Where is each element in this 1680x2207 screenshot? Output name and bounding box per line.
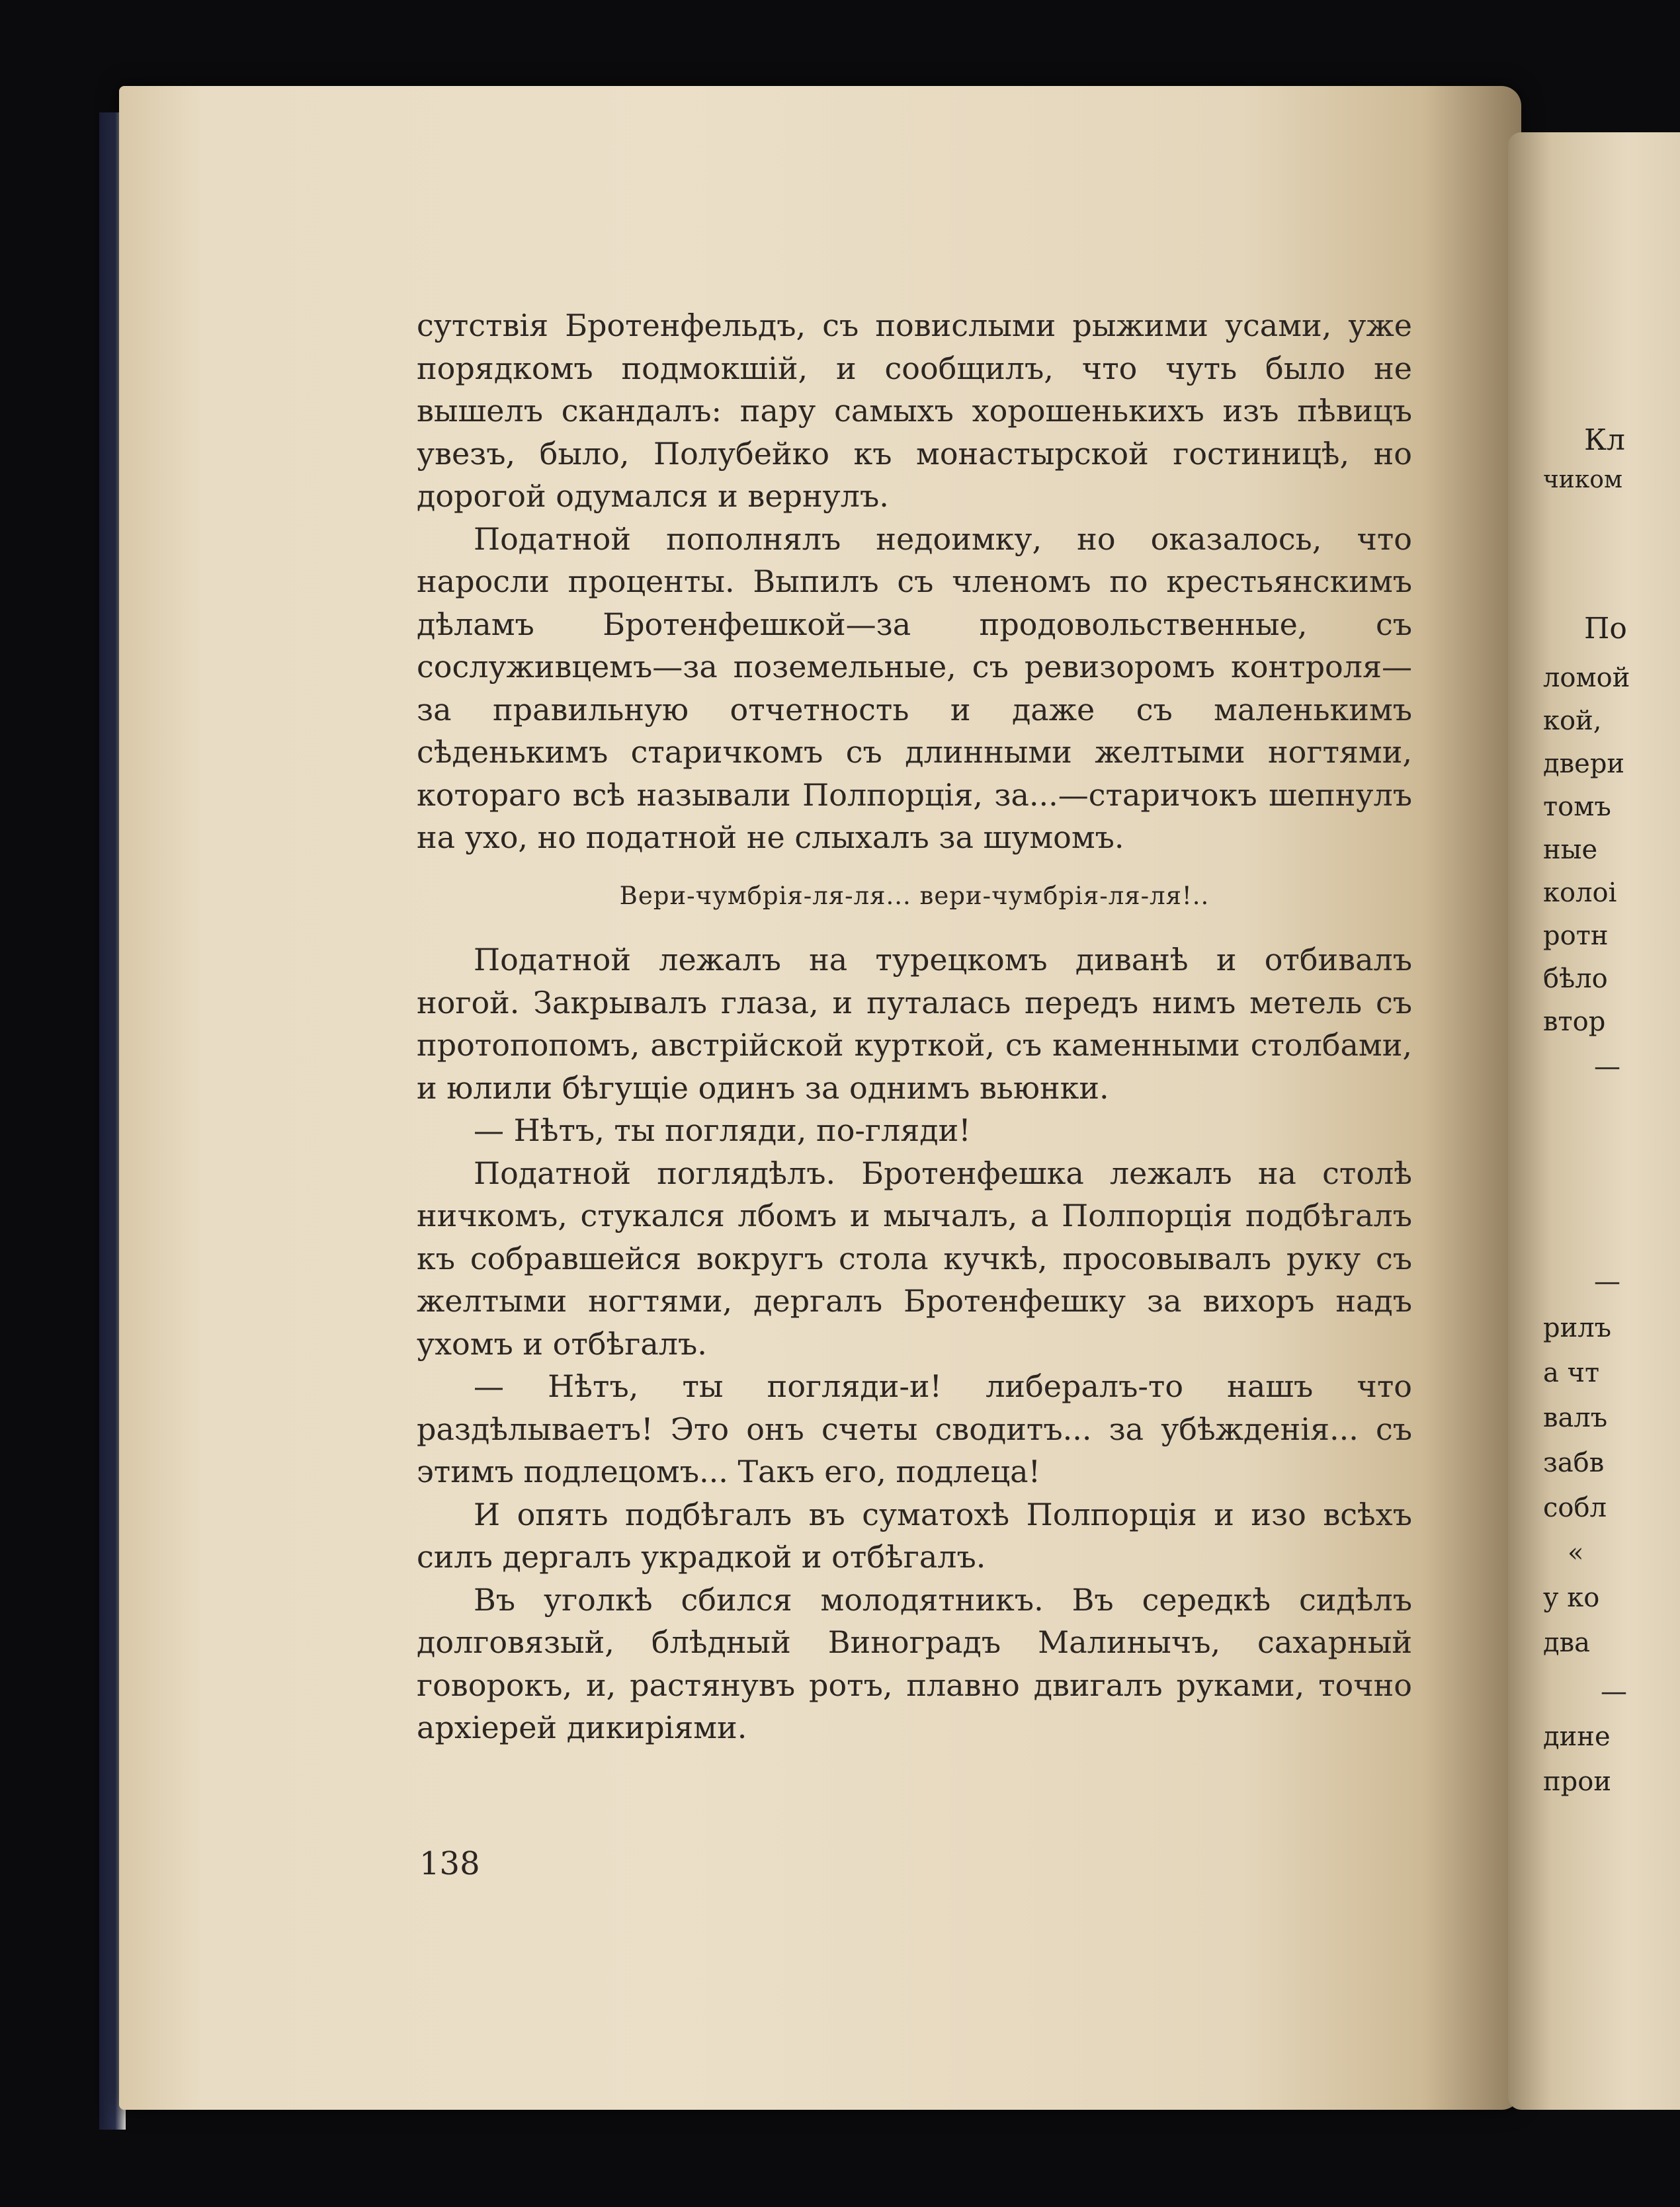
paragraph: Податной лежалъ на турецкомъ диванѣ и отбивалъ ногой. Закрывалъ глаза, и путалась передъ нимъ метель съ протопопомъ, австрійской курткой, съ каменными столбами, и юлили бѣгущіе одинъ за однимъ вьюнки. bbox=[417, 942, 1412, 1106]
paragraph: Въ уголкѣ сбился молодятникъ. Въ середкѣ сидѣлъ долговязый, блѣдный Виноградъ Малинычъ, сахарный говорокъ, и, растянувъ ротъ, плавно двигалъ руками, точно архіерей дикиріями. bbox=[417, 1581, 1412, 1745]
paragraph: Податной поглядѣлъ. Бротенфешка лежалъ на столѣ ничкомъ, стукался лбомъ и мычалъ, а Полпорція подбѣгалъ къ собравшейся вокругъ стола кучкѣ, просовывалъ руку съ желтыми ногтями, дергалъ Бротенфешку за вихоръ надъ ухомъ и отбѣгалъ. bbox=[417, 1155, 1412, 1362]
paragraph: — Нѣтъ, ты погляди, по-гляди! bbox=[474, 1112, 971, 1148]
facing-page-fragment: валъ bbox=[1543, 1403, 1608, 1433]
facing-page-fragment: — bbox=[1594, 1052, 1620, 1082]
facing-page-fragment: рилъ bbox=[1543, 1313, 1612, 1343]
facing-page-fragment: ные bbox=[1543, 835, 1598, 865]
facing-page-fragment: двери bbox=[1543, 749, 1625, 779]
paragraph: — Нѣтъ, ты погляди-и! либералъ-то нашъ что раздѣлываетъ! Это онъ счеты сводитъ... за убѣжденія... съ этимъ подлецомъ... Такъ его, подлеца! bbox=[417, 1368, 1412, 1489]
facing-page-fragment: дине bbox=[1543, 1722, 1611, 1752]
facing-page-fragment: втор bbox=[1543, 1007, 1606, 1037]
facing-page-fragment: — bbox=[1594, 1267, 1620, 1297]
facing-page-fragment: Кл bbox=[1584, 423, 1626, 457]
page-text bbox=[417, 304, 1412, 1749]
paragraph: сутствія Бротенфельдъ, съ повислыми рыжими усами, уже порядкомъ подмокшій, и сообщилъ, что чуть было не вышелъ скандалъ: пару самыхъ хорошенькихъ изъ пѣвицъ увезъ, было, Полубейко къ монастырской гостиницѣ, но дорогой одумался и вернулъ. bbox=[417, 308, 1412, 514]
facing-page-fragment: забв bbox=[1543, 1448, 1605, 1478]
facing-page-fragment: томъ bbox=[1543, 792, 1611, 822]
facing-page-fragment: два bbox=[1543, 1628, 1590, 1658]
verse-line: Вери-чумбрія-ля-ля... вери-чумбрія-ля-ля!.. bbox=[619, 881, 1210, 910]
facing-page-fragment: ротн bbox=[1543, 921, 1609, 951]
facing-page-fragment: а чт bbox=[1543, 1358, 1600, 1388]
facing-page-fragment: бѣло bbox=[1543, 964, 1608, 994]
facing-page-fragment: колоі bbox=[1543, 878, 1617, 908]
facing-page-fragment: чиком bbox=[1543, 466, 1622, 493]
facing-page-fragment: « bbox=[1568, 1538, 1584, 1568]
paragraph: Податной пополнялъ недоимку, но оказалось, что наросли проценты. Выпилъ съ членомъ по крестьянскимъ дѣламъ Бротенфешкой—за продовольственные, съ сослуживцемъ—за поземельные, съ ревизоромъ контроля—за правильную отчетность и даже съ маленькимъ сѣденькимъ старичкомъ съ длинными желтыми ногтями, котораго всѣ называли Полпорція, за...—старичокъ шепнулъ на ухо, но податной не слыхалъ за шумомъ. bbox=[417, 521, 1412, 855]
facing-page-fragment: у ко bbox=[1543, 1583, 1600, 1613]
paragraph: И опять подбѣгалъ въ суматохѣ Полпорція и изо всѣхъ силъ дергалъ украдкой и отбѣгалъ. bbox=[417, 1496, 1412, 1575]
facing-page-fragment: собл bbox=[1543, 1493, 1607, 1523]
facing-page-fragment: ломой bbox=[1543, 663, 1630, 693]
facing-page-fragment: кой, bbox=[1543, 706, 1602, 736]
facing-page-fragment: По bbox=[1584, 612, 1627, 645]
facing-page-fragment: — bbox=[1601, 1677, 1627, 1707]
facing-page-fragment: прои bbox=[1543, 1767, 1612, 1797]
page-number: 138 bbox=[419, 1845, 480, 1882]
